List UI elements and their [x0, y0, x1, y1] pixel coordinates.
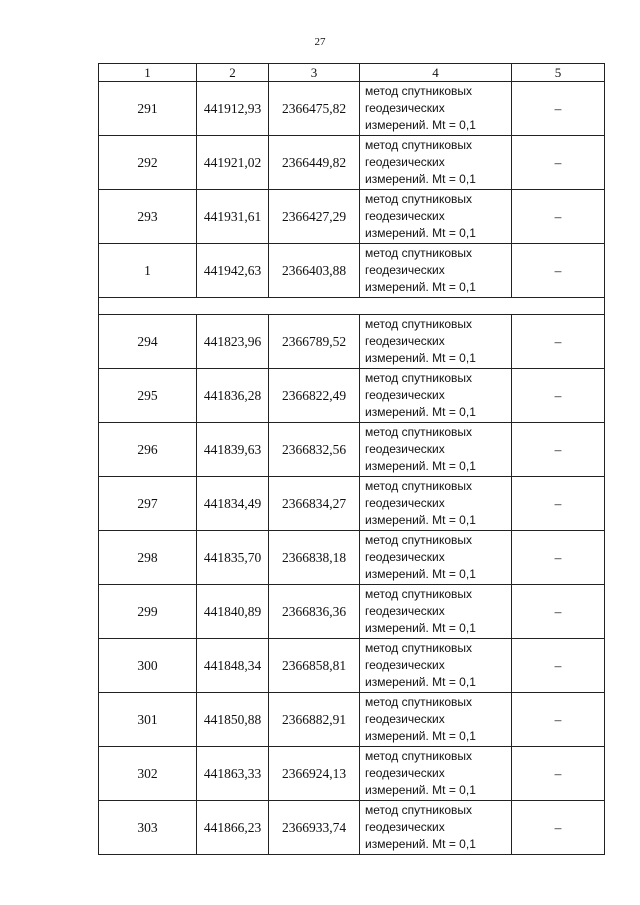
method-description — [360, 315, 512, 369]
method-line: метод спутниковых — [365, 425, 473, 439]
method-line: геодезических — [365, 334, 445, 348]
coord-x: 441834,49 — [197, 477, 269, 531]
coord-x: 441921,02 — [197, 136, 269, 190]
table-row — [99, 801, 605, 855]
accuracy-dash: – — [512, 315, 605, 369]
page-number: 27 — [314, 36, 326, 48]
method-description — [360, 585, 512, 639]
method-line: измерений. Mt = 0,1 — [365, 729, 476, 743]
table-row — [99, 693, 605, 747]
coord-y: 2366838,18 — [269, 531, 360, 585]
point-number: 292 — [99, 136, 197, 190]
coord-y: 2366836,36 — [269, 585, 360, 639]
method-description — [360, 801, 512, 855]
table-row — [99, 136, 605, 190]
coord-y: 2366427,29 — [269, 190, 360, 244]
method-line: геодезических — [365, 155, 445, 169]
point-number: 293 — [99, 190, 197, 244]
coord-y: 2366882,91 — [269, 693, 360, 747]
method-line: измерений. Mt = 0,1 — [365, 513, 476, 527]
method-line: измерений. Mt = 0,1 — [365, 118, 476, 132]
table-row — [99, 531, 605, 585]
method-line: геодезических — [365, 820, 445, 834]
method-description — [360, 82, 512, 136]
accuracy-dash: – — [512, 531, 605, 585]
method-line: измерений. Mt = 0,1 — [365, 783, 476, 797]
coord-x: 441942,63 — [197, 244, 269, 298]
method-line: геодезических — [365, 442, 445, 456]
coord-x: 441850,88 — [197, 693, 269, 747]
method-description — [360, 639, 512, 693]
method-line: метод спутниковых — [365, 533, 473, 547]
header-col-3: 3 — [269, 64, 360, 82]
method-line: геодезических — [365, 101, 445, 115]
method-description — [360, 747, 512, 801]
method-description — [360, 369, 512, 423]
accuracy-dash: – — [512, 585, 605, 639]
method-line: измерений. Mt = 0,1 — [365, 621, 476, 635]
coordinates-table — [98, 63, 605, 855]
method-description — [360, 531, 512, 585]
table-row — [99, 477, 605, 531]
header-col-4: 4 — [360, 64, 512, 82]
header-col-5: 5 — [512, 64, 605, 82]
method-line: метод спутниковых — [365, 803, 473, 817]
coord-y: 2366933,74 — [269, 801, 360, 855]
table-row — [99, 639, 605, 693]
coord-x: 441836,28 — [197, 369, 269, 423]
coord-y: 2366858,81 — [269, 639, 360, 693]
accuracy-dash: – — [512, 639, 605, 693]
method-line: метод спутниковых — [365, 84, 473, 98]
accuracy-dash: – — [512, 693, 605, 747]
coord-x: 441835,70 — [197, 531, 269, 585]
accuracy-dash: – — [512, 190, 605, 244]
coord-x: 441839,63 — [197, 423, 269, 477]
method-description — [360, 244, 512, 298]
coord-y: 2366789,52 — [269, 315, 360, 369]
coord-y: 2366475,82 — [269, 82, 360, 136]
method-line: метод спутниковых — [365, 192, 473, 206]
method-line: геодезических — [365, 388, 445, 402]
method-line: метод спутниковых — [365, 246, 473, 260]
method-description — [360, 477, 512, 531]
point-number: 297 — [99, 477, 197, 531]
method-line: метод спутниковых — [365, 641, 473, 655]
method-description — [360, 423, 512, 477]
method-line: измерений. Mt = 0,1 — [365, 837, 476, 851]
method-line: измерений. Mt = 0,1 — [365, 280, 476, 294]
method-line: измерений. Mt = 0,1 — [365, 172, 476, 186]
method-line: метод спутниковых — [365, 749, 473, 763]
method-line: метод спутниковых — [365, 371, 473, 385]
method-line: метод спутниковых — [365, 138, 473, 152]
method-line: метод спутниковых — [365, 317, 473, 331]
table-row — [99, 82, 605, 136]
accuracy-dash: – — [512, 369, 605, 423]
coord-x: 441931,61 — [197, 190, 269, 244]
method-line: метод спутниковых — [365, 479, 473, 493]
method-line: измерений. Mt = 0,1 — [365, 405, 476, 419]
accuracy-dash: – — [512, 801, 605, 855]
method-line: метод спутниковых — [365, 695, 473, 709]
point-number: 302 — [99, 747, 197, 801]
method-line: метод спутниковых — [365, 587, 473, 601]
accuracy-dash: – — [512, 747, 605, 801]
accuracy-dash: – — [512, 136, 605, 190]
coord-x: 441823,96 — [197, 315, 269, 369]
table-row — [99, 244, 605, 298]
point-number: 1 — [99, 244, 197, 298]
point-number: 295 — [99, 369, 197, 423]
point-number: 299 — [99, 585, 197, 639]
table-row — [99, 190, 605, 244]
accuracy-dash: – — [512, 477, 605, 531]
table-row — [99, 747, 605, 801]
method-line: геодезических — [365, 604, 445, 618]
separator-row — [99, 298, 605, 315]
method-line: геодезических — [365, 712, 445, 726]
table-row — [99, 315, 605, 369]
coord-y: 2366403,88 — [269, 244, 360, 298]
method-line: измерений. Mt = 0,1 — [365, 675, 476, 689]
method-description — [360, 136, 512, 190]
point-number: 303 — [99, 801, 197, 855]
method-line: измерений. Mt = 0,1 — [365, 567, 476, 581]
header-col-2: 2 — [197, 64, 269, 82]
method-line: геодезических — [365, 550, 445, 564]
method-line: измерений. Mt = 0,1 — [365, 459, 476, 473]
coord-y: 2366822,49 — [269, 369, 360, 423]
coord-x: 441912,93 — [197, 82, 269, 136]
point-number: 296 — [99, 423, 197, 477]
table-header-row — [99, 64, 605, 82]
point-number: 298 — [99, 531, 197, 585]
point-number: 300 — [99, 639, 197, 693]
table-row — [99, 423, 605, 477]
accuracy-dash: – — [512, 82, 605, 136]
coord-x: 441866,23 — [197, 801, 269, 855]
header-col-1: 1 — [99, 64, 197, 82]
coord-y: 2366449,82 — [269, 136, 360, 190]
separator-cell — [99, 298, 605, 315]
point-number: 301 — [99, 693, 197, 747]
method-line: геодезических — [365, 209, 445, 223]
method-line: геодезических — [365, 658, 445, 672]
method-line: измерений. Mt = 0,1 — [365, 226, 476, 240]
point-number: 291 — [99, 82, 197, 136]
coord-x: 441848,34 — [197, 639, 269, 693]
method-description — [360, 693, 512, 747]
method-line: измерений. Mt = 0,1 — [365, 351, 476, 365]
method-line: геодезических — [365, 496, 445, 510]
point-number: 294 — [99, 315, 197, 369]
method-line: геодезических — [365, 766, 445, 780]
coord-x: 441863,33 — [197, 747, 269, 801]
table-row — [99, 369, 605, 423]
accuracy-dash: – — [512, 244, 605, 298]
table-row — [99, 585, 605, 639]
coord-x: 441840,89 — [197, 585, 269, 639]
coord-y: 2366832,56 — [269, 423, 360, 477]
accuracy-dash: – — [512, 423, 605, 477]
method-line: геодезических — [365, 263, 445, 277]
coord-y: 2366834,27 — [269, 477, 360, 531]
coord-y: 2366924,13 — [269, 747, 360, 801]
method-description — [360, 190, 512, 244]
